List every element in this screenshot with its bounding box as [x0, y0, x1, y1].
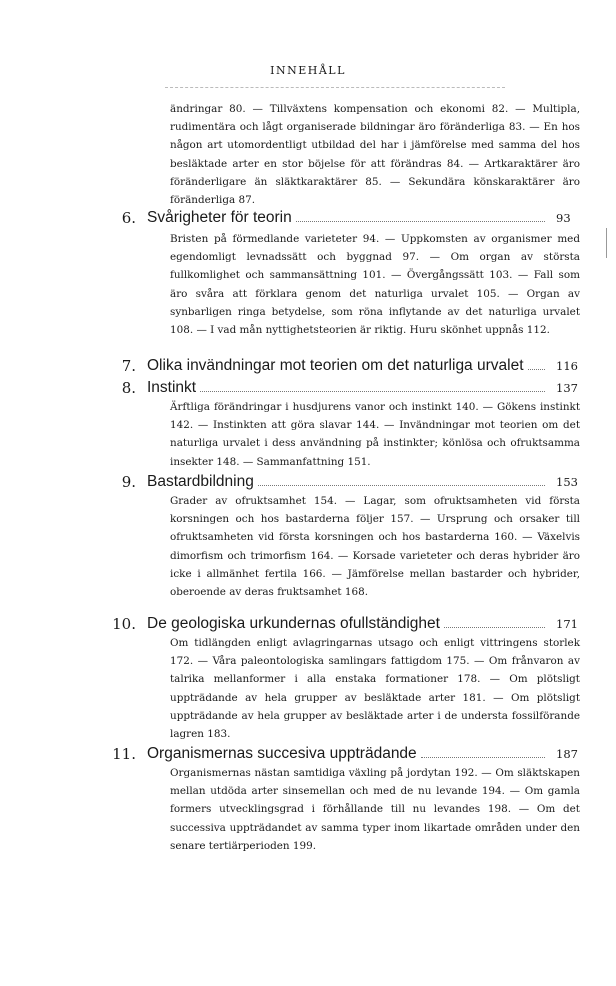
- chapter-title: Olika invändningar mot teorien om det naturliga urvalet: [147, 357, 524, 374]
- dot-leader: [200, 390, 545, 392]
- chapter-number: 9.: [121, 473, 136, 491]
- chapter-title: Svårigheter för teorin: [147, 209, 292, 226]
- chapter-number: 10.: [112, 615, 136, 633]
- chapter-number: 6.: [121, 209, 136, 227]
- entry-description: Organismernas nästan samtidiga växling på jordytan 192. — Om släktskapen mellan utdöda arter sinsemellan och med de nu levande 194. — Om gamla formers utvecklingsgrad i förhållande till nu levandes 198. — Om det successiva uppträdandet av samma typer inom likartade områden under den senare tertiärperioden 199.: [170, 767, 580, 852]
- chapter-number: 11.: [112, 745, 136, 763]
- chapter-number: 8.: [121, 379, 136, 397]
- chapter-title: Instinkt: [147, 379, 197, 396]
- running-header: INNEHÅLL: [270, 64, 346, 77]
- page-number: 187: [556, 747, 578, 761]
- chapter-title: Bastardbildning: [147, 473, 254, 490]
- entry-description: Bristen på förmedlande varieteter 94. — Uppkomsten av organismer med egendomligt levnadssätt och byggnad 97. — Om organ av största fullkomlighet och sammansättning 101. — Övergångssätt 103. — Fall som äro svåra att förklara genom det naturliga urvalet 105. — Organ av synbarligen ringa betydelse, som röna inflytande av det naturliga urvalet 108. — I vad mån nyttighetsteorien är riktig. Huru skönhet uppnås 112.: [170, 233, 580, 337]
- entry-description: Om tidlängden enligt avlagringarnas utsago och enligt vittringens storlek 172. — Våra paleontologiska samlingars fattigdom 175. — Om frånvaron av talrika mellanformer i alla enstaka formationer 178. — Om plötsligt uppträdande av hela grupper av besläktade arter 181. — Om plötsligt uppträdande av hela grupper av besläktade arter i de understa fossilförande lagren 183.: [170, 637, 580, 741]
- chapter-title-line: [147, 744, 549, 764]
- dot-leader: [421, 756, 545, 758]
- dot-leader: [296, 220, 545, 222]
- header-rule: [165, 87, 505, 88]
- page-number: 116: [556, 359, 578, 373]
- dot-leader: [444, 626, 545, 628]
- page-number: 93: [556, 211, 571, 225]
- page-number: 171: [556, 617, 578, 631]
- dot-leader: [528, 368, 545, 370]
- chapter-title: Organismernas succesiva uppträdande: [147, 745, 417, 762]
- page-number: 153: [556, 475, 578, 489]
- chapter-title-line: [147, 208, 549, 228]
- page-number: 137: [556, 381, 578, 395]
- chapter-title: De geologiska urkundernas ofullständighet: [147, 615, 440, 632]
- entry-description: Ärftliga förändringar i husdjurens vanor och instinkt 140. — Gökens instinkt 142. — Instinkten att göra slavar 144. — Invändningar mot teorien om det naturliga urvalet i dess användning på instinkter; könlösa och ofruktsamma insekter 148. — Sammanfattning 151.: [170, 401, 580, 468]
- entry-description: ändringar 80. — Tillväxtens kompensation och ekonomi 82. — Multipla, rudimentära och lågt organiserade bildningar äro föränderliga 83. — En hos någon art utomordentligt utbildad del har i jämförelse med samma del hos besläktade arter en stor böjelse för att förändras 84. — Artkaraktärer äro föränderligare än släktkaraktärer 85. — Sekundära könskaraktärer äro föränderliga 87.: [170, 103, 580, 207]
- dot-leader: [258, 484, 545, 486]
- chapter-title-line: [147, 356, 549, 376]
- chapter-title-line: [147, 378, 549, 398]
- chapter-title-line: [147, 614, 549, 634]
- chapter-number: 7.: [121, 357, 136, 375]
- entry-description: Grader av ofruktsamhet 154. — Lagar, som ofruktsamheten vid första korsningen och hos bastarderna följer 157. — Ursprung och orsaker till ofruktsamheten vid första korsningen och hos bastarderna 160. — Växelvis dimorfism och trimorfism 164. — Korsade varieteter och deras hybrider äro icke i allmänhet fertila 166. — Jämförelse mellan bastarder och hybrider, oberoende av deras fruktsamhet 168.: [170, 495, 580, 599]
- margin-mark: [606, 228, 607, 258]
- chapter-title-line: [147, 472, 549, 492]
